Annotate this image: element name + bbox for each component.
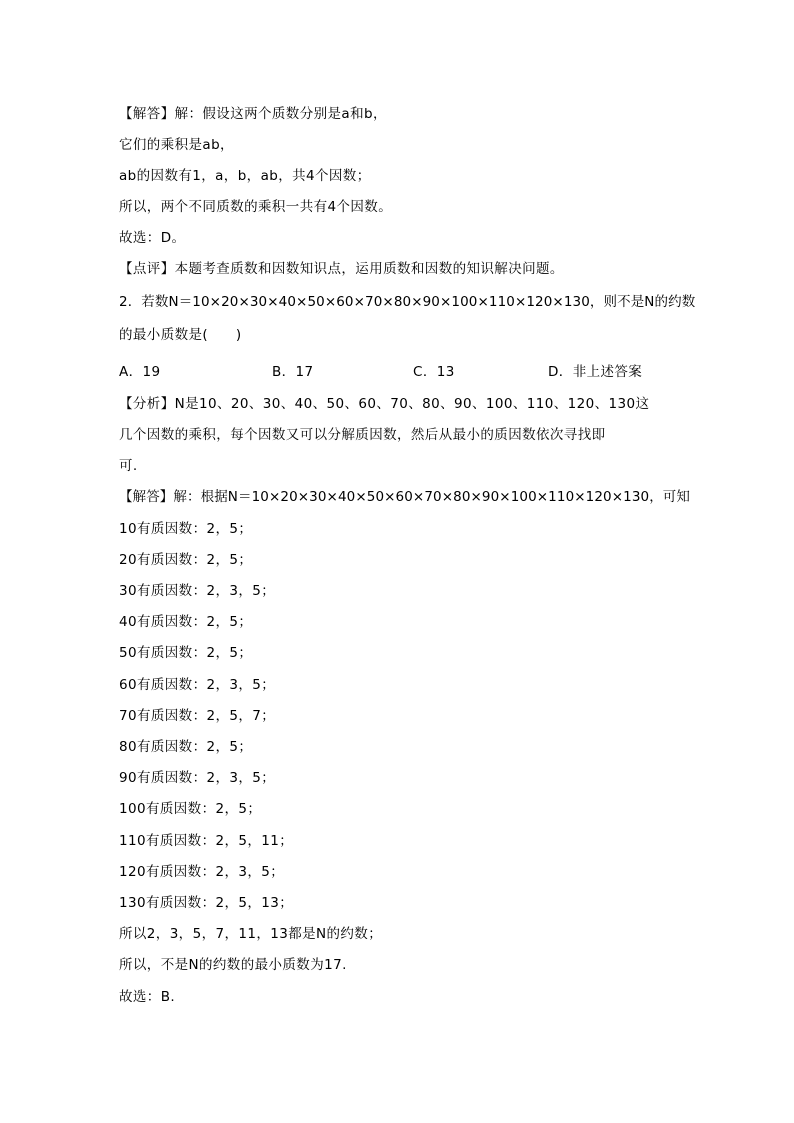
analysis-line: 【分析】N是10、20、30、40、50、60、70、80、90、100、110、120、130这 bbox=[119, 396, 650, 412]
solution-line: 10有质因数：2，5； bbox=[119, 521, 253, 537]
solution-line: 80有质因数：2，5； bbox=[119, 739, 253, 755]
text-line: 它们的乘积是ab， bbox=[119, 137, 234, 153]
solution-line: 100有质因数：2，5； bbox=[119, 801, 262, 817]
solution-line: 50有质因数：2，5； bbox=[119, 645, 253, 661]
solution-line: 20有质因数：2，5； bbox=[119, 552, 253, 568]
solution-line: 30有质因数：2，3，5； bbox=[119, 583, 276, 599]
solution-line: 90有质因数：2，3，5； bbox=[119, 770, 276, 786]
solution-line: 120有质因数：2，3，5； bbox=[119, 864, 285, 880]
solution-line: 40有质因数：2，5； bbox=[119, 614, 253, 630]
option-a: A．19 bbox=[119, 364, 161, 380]
option-d: D．非上述答案 bbox=[548, 364, 643, 380]
solution-line: 130有质因数：2，5，13； bbox=[119, 895, 294, 911]
solution-line: 所以2，3，5，7，11，13都是N的约数； bbox=[119, 926, 383, 942]
solution-line: 故选：B. bbox=[119, 989, 176, 1005]
analysis-line: 几个因数的乘积，每个因数又可以分解质因数，然后从最小的质因数依次寻找即 bbox=[119, 427, 606, 443]
text-line: 【解答】解：假设这两个质数分别是a和b， bbox=[119, 106, 387, 122]
text-line: 【点评】本题考查质数和因数知识点，运用质数和因数的知识解决问题。 bbox=[119, 261, 564, 277]
text-line: 故选：D。 bbox=[119, 230, 186, 246]
solution-line: 60有质因数：2，3，5； bbox=[119, 677, 276, 693]
option-b: B．17 bbox=[272, 364, 314, 380]
text-line: 所以，两个不同质数的乘积一共有4个因数。 bbox=[119, 199, 393, 215]
question-line: 的最小质数是( ) bbox=[119, 327, 242, 343]
question-line: 2．若数N＝10×20×30×40×50×60×70×80×90×100×110×120×130，则不是N的约数 bbox=[119, 294, 696, 310]
text-line: ab的因数有1，a，b，ab，共4个因数； bbox=[119, 168, 371, 184]
solution-line: 所以，不是N的约数的最小质数为17. bbox=[119, 957, 347, 973]
analysis-line: 可. bbox=[119, 458, 138, 474]
option-c: C．13 bbox=[413, 364, 455, 380]
solution-line: 110有质因数：2，5，11； bbox=[119, 833, 294, 849]
solution-line: 【解答】解：根据N＝10×20×30×40×50×60×70×80×90×100×110×120×130，可知 bbox=[119, 489, 691, 505]
solution-line: 70有质因数：2，5，7； bbox=[119, 708, 276, 724]
